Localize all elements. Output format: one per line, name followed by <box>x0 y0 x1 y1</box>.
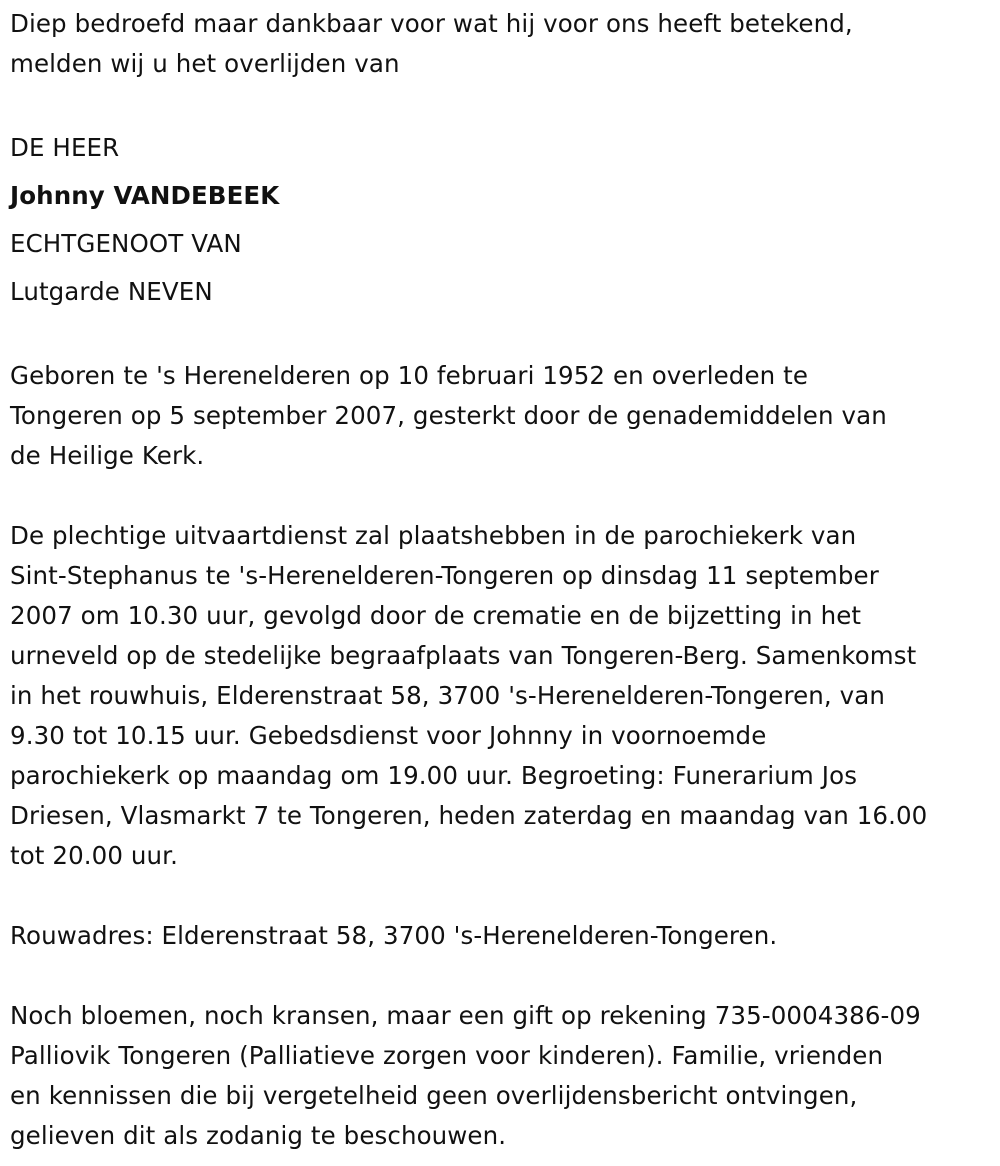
paragraph-spacer <box>10 316 995 356</box>
intro-paragraph <box>10 4 995 84</box>
funeral-line: Sint-Stephanus te 's-Herenelderen-Tongeren op dinsdag 11 september <box>10 561 879 590</box>
spouse-name: Lutgarde NEVEN <box>10 277 213 306</box>
funeral-line: De plechtige uitvaartdienst zal plaatshebben in de parochiekerk van <box>10 521 857 550</box>
closing-line: gelieven dit als zodanig te beschouwen. <box>10 1121 507 1150</box>
relation-label: ECHTGENOOT VAN <box>10 229 242 258</box>
closing-line: Noch bloemen, noch kransen, maar een gift op rekening 735-0004386-09 <box>10 1001 921 1030</box>
intro-line: Diep bedroefd maar dankbaar voor wat hij voor ons heeft betekend, <box>10 9 853 38</box>
closing-paragraph <box>10 996 995 1156</box>
funeral-line: Driesen, Vlasmarkt 7 te Tongeren, heden zaterdag en maandag van 16.00 <box>10 801 928 830</box>
funeral-line: parochiekerk op maandag om 19.00 uur. Begroeting: Funerarium Jos <box>10 761 858 790</box>
funeral-line: 2007 om 10.30 uur, gevolgd door de crematie en de bijzetting in het <box>10 601 862 630</box>
funeral-line: 9.30 tot 10.15 uur. Gebedsdienst voor Johnny in voornoemde <box>10 721 767 750</box>
closing-line: en kennissen die bij vergetelheid geen overlijdensbericht ontvingen, <box>10 1081 858 1110</box>
birth-death-line: Tongeren op 5 september 2007, gesterkt door de genademiddelen van <box>10 401 887 430</box>
obituary-document <box>10 4 995 1156</box>
funeral-line: tot 20.00 uur. <box>10 841 178 870</box>
paragraph-spacer <box>10 84 995 124</box>
intro-line: melden wij u het overlijden van <box>10 49 400 78</box>
deceased-name: Johnny VANDEBEEK <box>10 181 280 210</box>
paragraph-spacer <box>10 876 995 916</box>
honorific: DE HEER <box>10 133 120 162</box>
birth-death-paragraph <box>10 356 995 476</box>
birth-death-line: Geboren te 's Herenelderen op 10 februari 1952 en overleden te <box>10 361 809 390</box>
paragraph-spacer <box>10 956 995 996</box>
paragraph-spacer <box>10 476 995 516</box>
closing-line: Palliovik Tongeren (Palliatieve zorgen voor kinderen). Familie, vrienden <box>10 1041 884 1070</box>
birth-death-line: de Heilige Kerk. <box>10 441 205 470</box>
address-paragraph <box>10 916 995 956</box>
funeral-paragraph <box>10 516 995 876</box>
announcement-block <box>10 124 995 316</box>
funeral-line: in het rouwhuis, Elderenstraat 58, 3700 's-Herenelderen-Tongeren, van <box>10 681 886 710</box>
address-line: Rouwadres: Elderenstraat 58, 3700 's-Herenelderen-Tongeren. <box>10 921 778 950</box>
funeral-line: urneveld op de stedelijke begraafplaats van Tongeren-Berg. Samenkomst <box>10 641 917 670</box>
